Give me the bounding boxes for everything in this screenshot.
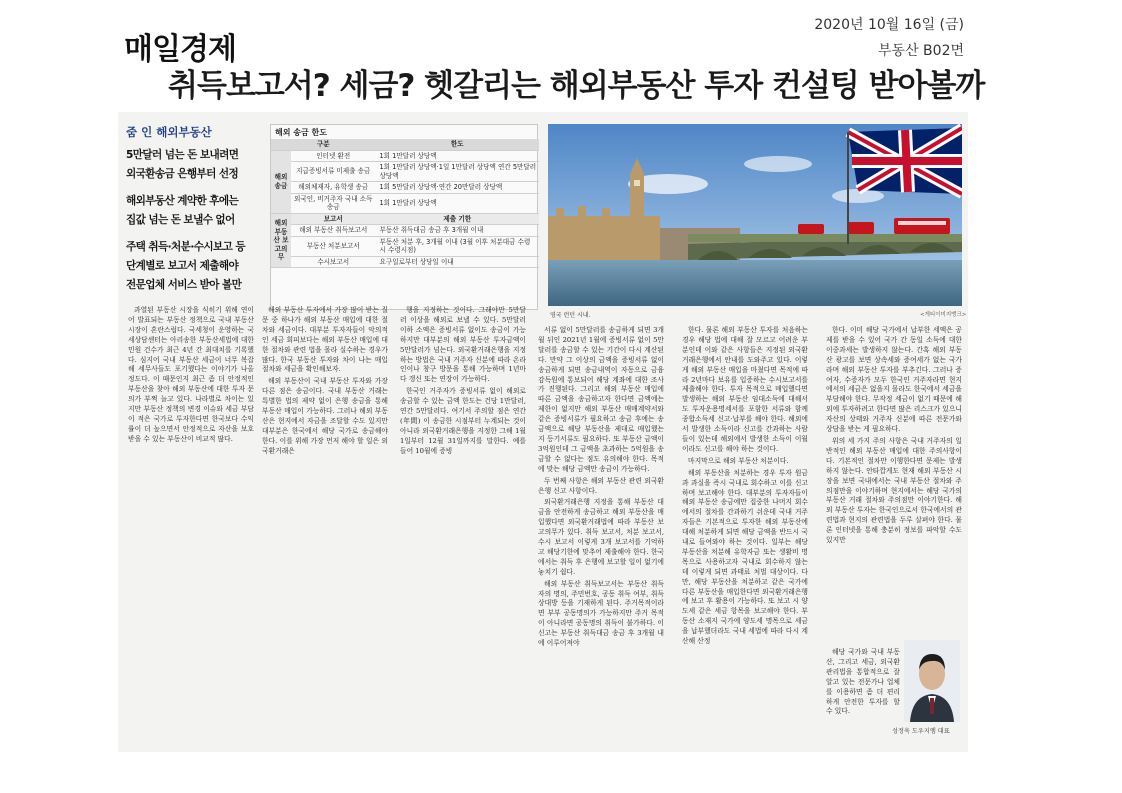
table-row xyxy=(271,162,539,182)
article-column-2 xyxy=(262,306,388,506)
table-title: 해외 송금 한도 xyxy=(275,128,327,137)
person-photo-icon xyxy=(904,640,960,722)
author-portrait xyxy=(904,640,960,722)
article-paragraph: 해외 부동산을 처분하는 경우 투자 원금과 과실을 즉시 국내로 회수하고 이를 신고하며 보고해야 한다. 대부분의 투자자들이 해외 부동산 송금에만 집중한 나머지 회수에서의 절차를 간과하기 쉬운데 국내 거주자들은 기본적으로 투자한 해외 부동산에 대해 처분하게 되면 해당 금액을 반드시 국내로 들여와야 하는 것이다. 일부는 해당 부동산을 처분해 유학자금 또는 생활비 명목으로 사용하고자 국내로 회수하지 않는데 이렇게 되면 과태료 처벌 대상이다. 다만, 해당 부동산을 처분하고 같은 국가에 다른 부동산을 매입한다면 외국환거래은행에 보고 후 활용이 가능하다. 또 보고 시 양도세 같은 세금 항목을 보고해야 한다. 부동산 소재지 국가에 양도세 명목으로 세금을 납부했더라도 국내 세법에 따라 다시 계산해 산정 xyxy=(682,468,808,646)
table-cell: 부동산 처분 후, 3개월 이내 (3월 이후 처분대금 수령 시 수령시점) xyxy=(375,236,539,256)
deck-line: 전문업체 서비스 받아 볼만 xyxy=(126,279,242,291)
newspaper-masthead: 매일경제 xyxy=(124,32,236,67)
deck-line: 단계별로 보고서 제출해야 xyxy=(126,260,239,272)
table-cell: 외국인, 비거주자 국내 소득 송금 xyxy=(291,193,375,213)
article-column-6 xyxy=(826,326,962,648)
article-column-4 xyxy=(538,326,664,746)
table-row xyxy=(271,256,539,268)
article-paragraph: 해당 국가와 국내 부동산, 그리고 세금, 외국환관리법을 통합적으로 잘 알고 있는 전문가나 업체를 이용하면 좀 더 편리하게 안전한 투자를 할 수 있다. xyxy=(826,648,900,716)
table-cell: 요구일로부터 상당일 이내 xyxy=(375,256,539,268)
table-cell: 지급증빙서류 미제출 송금 xyxy=(291,162,375,182)
issue-date: 2020년 10월 16일 (금) xyxy=(814,17,964,33)
article-paragraph: 해외 부동산 투자에서 가장 많이 받는 질문 중 하나가 해외 부동산 매입에 대한 절차와 세금이다. 대부분 투자자들이 악의적인 세금 회피보다는 해외 부동산 매입에 대한 절차와 관련 법을 몰라 실수하는 경우가 많다. 한국 부동산 투자와 차이 나는 매입 절차와 세금을 확인해보자. xyxy=(262,306,388,374)
table-row xyxy=(271,236,539,256)
article-column-3 xyxy=(400,306,526,506)
article-page xyxy=(118,112,968,752)
table-head-cell: 한도 xyxy=(375,139,539,150)
article-paragraph: 한다. 이미 해당 국가에서 납부한 세액은 공제를 받을 수 있어 국가 간 동일 소득에 대한 이중과세는 발생하지 않는다. 간혹 해외 부동산 광고를 보면 상속세와 증여세가 없는 국가라며 해외 부동산 투자를 부추긴다. 그러나 증여자, 수증자가 모두 한국인 거주자라면 현지에서의 세금은 없을지 몰라도 한국에서 세금을 부담해야 한다. 무작정 세금이 없기 때문에 해외에 투자하려고 한다면 많은 리스크가 있으니 자산의 상태와 거주자 신분에 따른 전문가와 상담을 받는 게 필요하다. xyxy=(826,326,962,434)
article-paragraph: 서류 없이 5만달러를 송금하게 되면 3개월 뒤인 2021년 1월에 증빙서류 없이 5만달러를 송금할 수 있는 기간이 다시 계산된다. 만약 그 이상의 금액을 증빙서류 없이 송금하게 되면 송금내역이 자동으로 금융감독원에 통보되어 해당 계좌에 대한 조사가 진행된다. 그리고 해외 부동산 매입에 따른 금액을 송금하고자 한다면 금액에는 제한이 없지만 해외 부동산 매매계약서와 같은 증빙서류가 필요하고 송금 후에는 송금액으로 해당 부동산을 제대로 매입했는지 등기서류도 필요하다. 또 부동산 금액이 3억원인데 그 금액을 초과하는 5억원을 송금할 수 없다는 점도 유의해야 한다. 목적에 맞는 해당 금액만 송금이 가능하다. xyxy=(538,326,664,473)
table-cell: 1회 1만달러 상당액 xyxy=(375,193,539,213)
photo-credit: <게티이미지뱅크> xyxy=(920,312,967,318)
deck-line: 집값 넘는 돈 보낼수 없어 xyxy=(126,214,235,226)
article-column-1 xyxy=(128,306,254,506)
table-group-label: 해외 부동산 보고의무 xyxy=(271,213,291,268)
section-page: 부동산 B02면 xyxy=(878,43,964,59)
photo-caption: 영국 런던 시내. xyxy=(550,312,591,319)
section-kicker: 줌 인 해외부동산 xyxy=(126,125,212,139)
table-row xyxy=(271,225,539,237)
table-row xyxy=(271,150,539,162)
article-paragraph: 한다. 물론 해외 부동산 투자를 처음하는 경우 해당 법에 대해 잘 모르고 어려운 부분인데 이와 같은 사항들은 지정된 외국환거래은행에서 안내를 도와주고 있다. 이렇게 해외 부동산 매입을 마쳤다면 목적에 따라 2년마다 보유를 입증하는 수시보고서를 제출해야 한다. 투자 목적으로 매입했다면 발생하는 해외 부동산 임대소득에 대해서도 투자운용명세서를 포함한 서류와 함께 종합소득세 신고·납부를 해야 한다. 해외에서 발생한 소득이라 신고를 간과하는 사람들이 있는데 해외에서 발생한 소득이 이월이라도 신고를 해야 하는 것이다. xyxy=(682,326,808,453)
table-cell: 인터넷 환전 xyxy=(291,150,375,162)
table-row xyxy=(271,182,539,194)
article-paragraph: 한국인 거주자가 증빙서류 없이 해외로 송금할 수 있는 금액 한도는 건당 1만달러, 연간 5만달러다. 여기서 주의할 점은 연간(年間) 이 송금한 시점부터 누계되는 것이 아니라 외국환거래은행을 지정한 그해 1월 1일부터 12월 31일까지를 말한다. 예를 들어 10월에 증빙 xyxy=(400,387,526,455)
table-header-row xyxy=(271,213,539,225)
table-cell: 1회 5만달러 상당액·연간 20만달러 상당액 xyxy=(375,182,539,194)
article-column-6-tail xyxy=(826,648,900,740)
table-head-cell: 제출 기한 xyxy=(375,213,539,225)
table-cell: 수시보고서 xyxy=(291,256,375,268)
table-row xyxy=(271,193,539,213)
union-jack-flag xyxy=(848,128,962,194)
table-cell: 부동산 취득대금 송금 후 3개월 이내 xyxy=(375,225,539,237)
deck-line: 외국환송금 은행부터 선정 xyxy=(126,168,239,180)
author-byline: 성정욱 도우지엠 대표 xyxy=(892,728,950,735)
article-paragraph: 해외 부동산이 국내 부동산 투자와 가장 다른 점은 송금이다. 국내 부동산 거래는 특별한 법의 제약 없이 은행 송금을 통해 부동산 매입이 가능하다. 그러나 해외 부동산은 현지에서 자금을 조달할 수도 있지만 대부분은 한국에서 해당 국가로 송금해야 한다. 이를 위해 가장 먼저 해야 할 일은 외국환거래은 xyxy=(262,377,388,455)
london-skyline-illustration xyxy=(548,124,962,306)
article-headline: 취득보고서? 세금? 헷갈리는 해외부동산 투자 컨설팅 받아볼까 xyxy=(168,68,985,104)
table-header-row xyxy=(271,139,539,150)
article-paragraph: 해외 부동산 취득보고서는 부동산 취득자의 명의, 주민번호, 공동 취득 여부, 취득 상대방 등을 기재하게 된다. 주거목적이라면 부부 공동명의가 가능하지만 주거 목적이 아니라면 공동명의 취득이 불가하다. 이 신고는 부동산 취득대금 송금 후 3개월 내에 이루어져야 xyxy=(538,579,664,648)
article-column-5 xyxy=(682,326,808,746)
remittance-table xyxy=(271,139,539,268)
table-cell: 해외 부동산 취득보고서 xyxy=(291,225,375,237)
article-paragraph: 두 번째 사항은 해외 부동산 관련 외국환은행 신고 사항이다. xyxy=(538,476,664,495)
article-paragraph: 외국환거래은행 지정을 통해 부동산 대금을 안전하게 송금하고 해외 부동산을 매입했다면 외국환거래법에 따라 부동산 보고의무가 있다. 취득 보고서, 처분 보고서, 수시 보고서 이렇게 3개 보고서를 기억하고 해당기한에 맞추어 제출해야 한다. 한국에서는 취득 후 은행에 보고할 일이 없기에 놓치기 쉽다. xyxy=(538,498,664,576)
table-cell: 부동산 처분보고서 xyxy=(291,236,375,256)
table-cell: 1회 1만달러 상당액·1일 1만달러 상당액 연간 5만달러 상당액 xyxy=(375,162,539,182)
info-table-box xyxy=(270,124,538,310)
article-paragraph: 행을 지정하는 것이다. 그래야만 5만달러 이상을 해외로 보낼 수 있다. 5만달러 이하 소액은 증빙서류 없이도 송금이 가능하지만 대부분의 해외 부동산 투자금액이 5만달러가 넘는다. 외국환거래은행을 지정하는 방법은 국내 거주자 신분에 따라 온라인이나 창구 방문을 통해 가능하며 1년마다 갱신 또는 연장이 가능하다. xyxy=(400,306,526,384)
deck-line: 주택 취득·처분·수시보고 등 xyxy=(126,241,245,253)
article-paragraph: 과열된 부동산 시장을 식히기 위해 연이어 발표되는 부동산 정책으로 국내 부동산 시장이 혼란스럽다. 국세청이 운영하는 국세상담센터는 아리송한 부동산세법에 대한 민원 건수가 최근 4년 간 최대치를 기록했다. 심지어 국내 부동산 세금이 너무 복잡해 세무사들도 포기했다는 이야기가 나올 정도다. 이 때문인지 최근 좀 더 안정적인 부동산을 찾아 해외 부동산에 대한 투자 문의가 부쩍 늘고 있다. 나라별로 차이는 있지만 부동산 정책의 변경 이슈와 세금 부담이 적은 국가로 투자한다면 한국보다 수익률이 더 높으면서 안정적으로 자산을 보호받을 수 있는 부동산이 비교적 많다. xyxy=(128,306,254,443)
table-cell: 1회 1만달러 상당액 xyxy=(375,150,539,162)
deck-line: 해외부동산 계약한 후에는 xyxy=(126,195,239,207)
london-photo xyxy=(548,124,962,306)
deck-line: 5만달러 넘는 돈 보내려면 xyxy=(126,149,239,161)
table-group-label: 해외 송금 xyxy=(271,150,291,213)
table-head-cell: 구분 xyxy=(271,139,375,150)
subheadline-deck xyxy=(126,146,274,295)
table-head-cell: 보고서 xyxy=(291,213,375,225)
article-paragraph: 위의 세 가지 주의 사항은 국내 거주자의 일반적인 해외 부동산 매입에 대한 주의사항이다. 기본적인 절차만 이행한다면 문제는 발생하지 않는다. 안타깝게도 현재 해외 부동산 시장을 보면 국내에서는 국내 부동산 절차와 주의점만을 이야기하며 현지에서는 해당 국가의 부동산 거래 절차와 주의점만 이야기한다. 해외 부동산 투자는 한국인으로서 한국에서의 관련법과 현지의 관련법을 두루 살펴야 한다. 물론 인터넷을 통해 충분히 정보를 파악할 수도 있지만 xyxy=(826,436,962,545)
article-paragraph: 마지막으로 해외 부동산 처분이다. xyxy=(688,456,789,465)
table-cell: 해외체재자, 유학생 송금 xyxy=(291,182,375,194)
